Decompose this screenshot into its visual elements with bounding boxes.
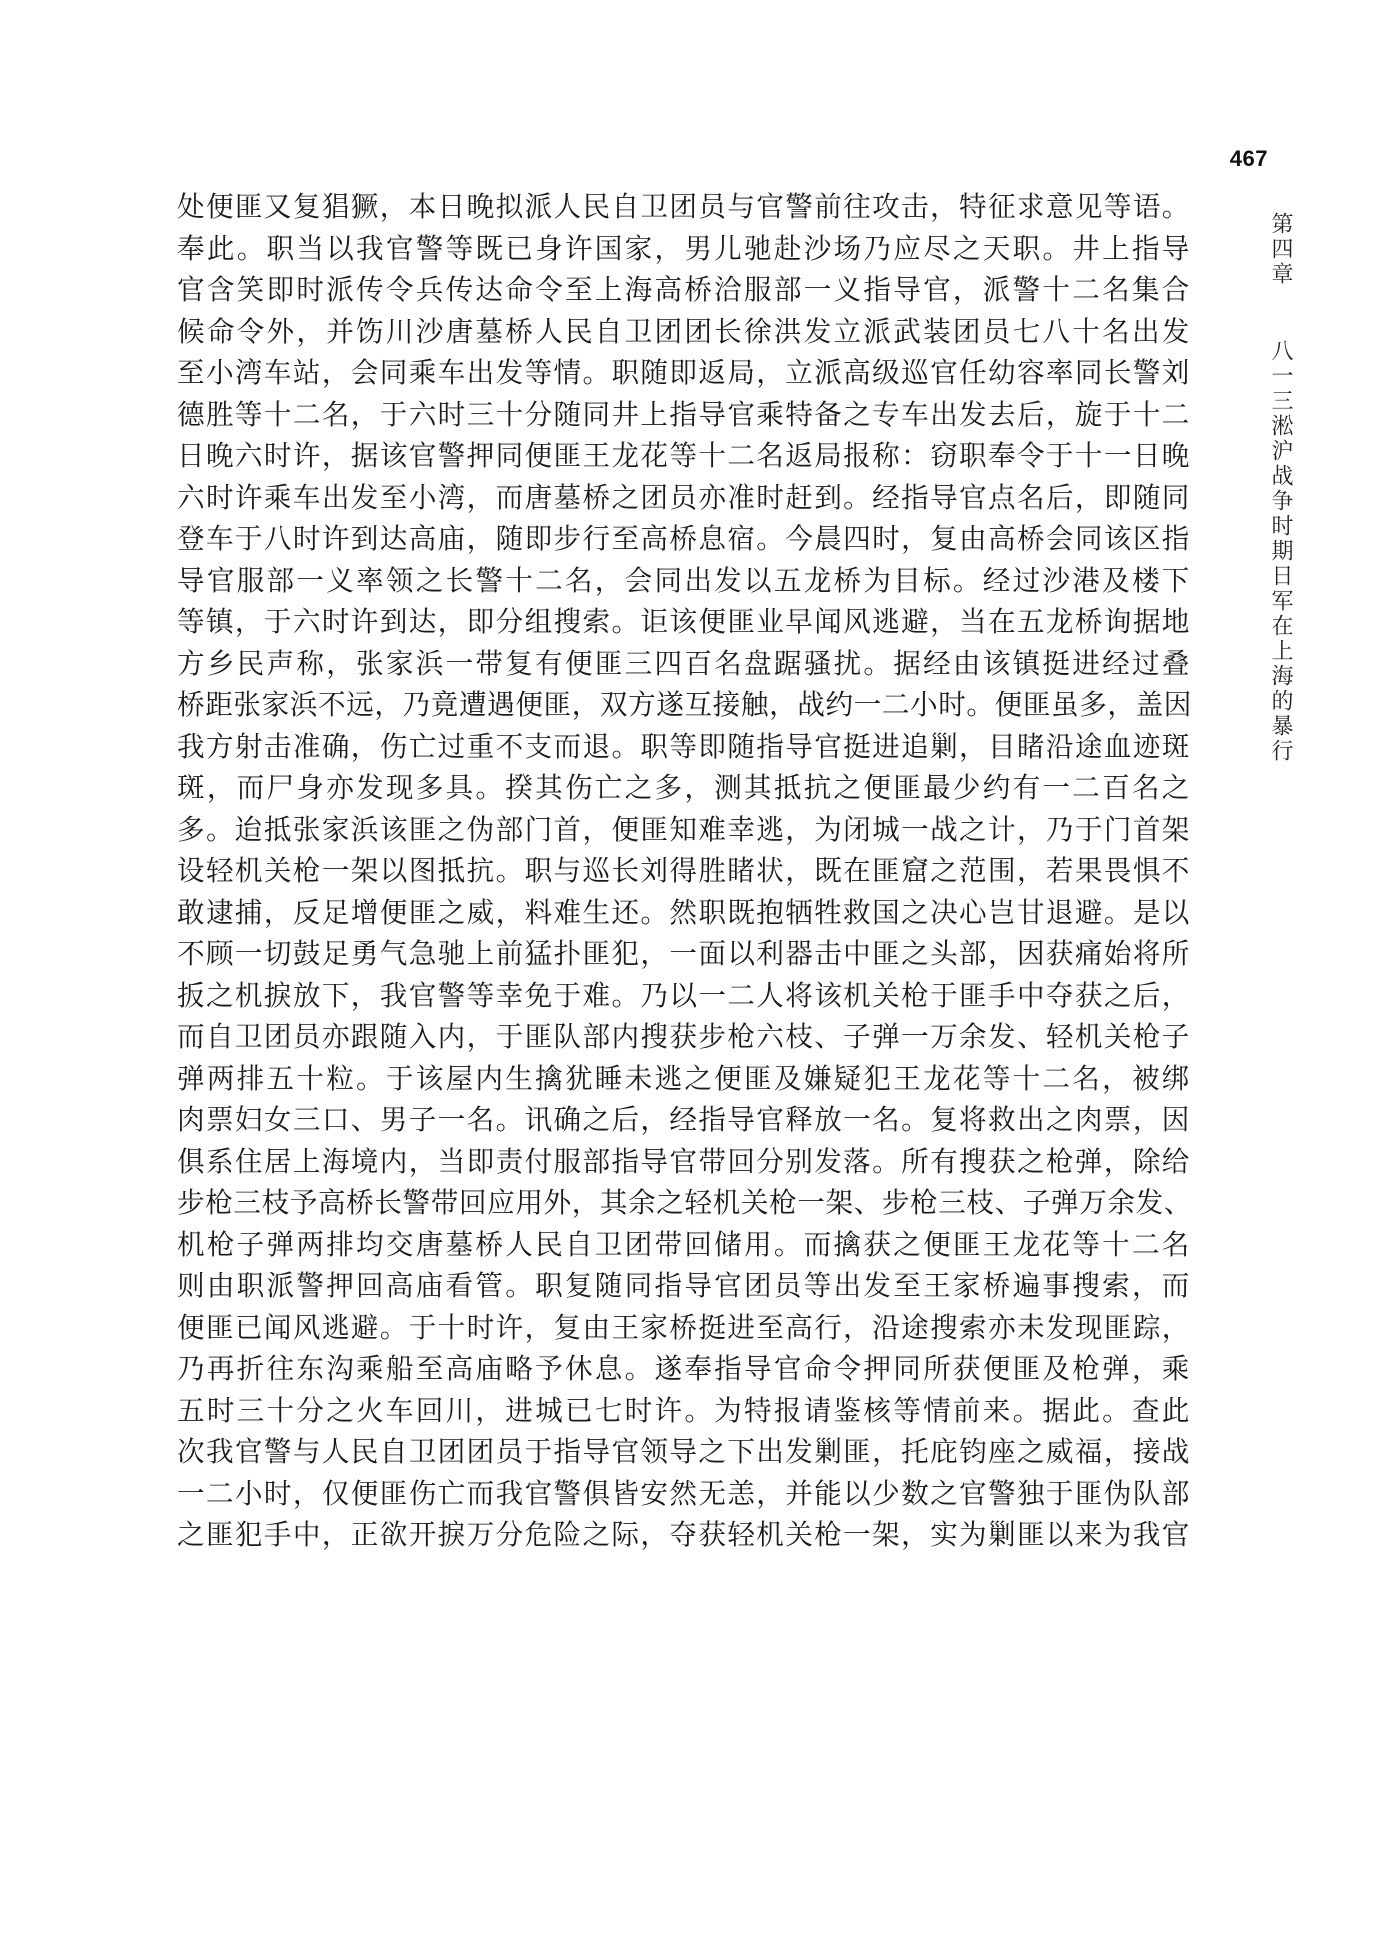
text-line: 处便匪又复猖獗，本日晚拟派人民自卫团员与官警前往攻击，特征求意见等语。: [177, 190, 1190, 223]
text-line: 扳之机捩放下，我官警等幸免于难。乃以一二人将该机关枪于匪手中夺获之后，: [177, 978, 1190, 1012]
text-line: 我方射击准确，伤亡过重不支而退。职等即随指导官挺进追剿，目睹沿途血迹斑: [177, 729, 1190, 763]
text-line: 导官服部一义率领之长警十二名，会同出发以五龙桥为目标。经过沙港及楼下: [177, 563, 1190, 597]
text-line: 德胜等十二名，于六时三十分随同井上指导官乘特备之专车出发去后，旋于十二: [177, 397, 1190, 431]
text-line: 而自卫团员亦跟随入内，于匪队部内搜获步枪六枝、子弹一万余发、轻机关枪子: [177, 1020, 1190, 1053]
text-line: 奉此。职当以我官警等既已身许国家，男儿驰赴沙场乃应尽之天职。井上指导: [177, 231, 1190, 265]
text-line: 桥距张家浜不远，乃竟遭遇便匪，双方遂互接触，战约一二小时。便匪虽多，盖因: [177, 688, 1192, 721]
text-line: 方乡民声称，张家浜一带复有便匪三四百名盘踞骚扰。据经由该镇挺进经过叠: [177, 646, 1190, 680]
text-line: 便匪已闻风逃避。于十时许，复由王家桥挺进至高行，沿途搜索亦未发现匪踪，: [177, 1310, 1190, 1344]
text-line: 步枪三枝予高桥长警带回应用外，其余之轻机关枪一架、步枪三枝、子弹万余发、: [177, 1186, 1192, 1219]
text-line: 不顾一切鼓足勇气急驰上前猛扑匪犯，一面以利器击中匪之头部，因获痛始将所: [177, 937, 1190, 970]
text-line: 五时三十分之火车回川，进城已七时许。为特报请鉴核等情前来。据此。查此: [177, 1393, 1190, 1427]
chapter-label: 第四章: [1268, 212, 1293, 287]
running-head: [1266, 212, 1296, 764]
text-line: 乃再折往东沟乘船至高庙略予休息。遂奉指导官命令押同所获便匪及枪弹，乘: [177, 1352, 1190, 1385]
text-line: 斑，而尸身亦发现多具。揆其伤亡之多，测其抵抗之便匪最少约有一二百名之: [177, 771, 1190, 804]
text-line: 六时许乘车出发至小湾，而唐墓桥之团员亦准时赶到。经指导官点名后，即随同: [177, 480, 1190, 514]
text-line: 至小湾车站，会同乘车出发等情。职随即返局，立派高级巡官任幼容率同长警刘: [177, 356, 1190, 389]
text-line: 之匪犯手中，正欲开捩万分危险之际，夺获轻机关枪一架，实为剿匪以来为我官: [177, 1518, 1190, 1551]
chapter-title: 八一三淞沪战争时期日军在上海的暴行: [1268, 339, 1293, 764]
text-line: 登车于八时许到达高庙，随即步行至高桥息宿。今晨四时，复由高桥会同该区指: [177, 522, 1190, 555]
text-line: 俱系住居上海境内，当即责付服部指导官带回分别发落。所有搜获之枪弹，除给: [177, 1144, 1190, 1178]
body-text: [177, 186, 1190, 1556]
text-line: 多。迨抵张家浜该匪之伪部门首，便匪知难幸逃，为闭城一战之计，乃于门首架: [177, 812, 1190, 846]
text-line: 候命令外，并饬川沙唐墓桥人民自卫团团长徐洪发立派武装团员七八十名出发: [177, 314, 1190, 348]
text-line: 则由职派警押回高庙看管。职复随同指导官团员等出发至王家桥遍事搜索，而: [177, 1269, 1190, 1302]
text-line: 等镇，于六时许到达，即分组搜索。讵该便匪业早闻风逃避，当在五龙桥询据地: [177, 605, 1190, 638]
text-line: 肉票妇女三口、男子一名。讯确之后，经指导官释放一名。复将救出之肉票，因: [177, 1103, 1190, 1136]
text-line: 设轻机关枪一架以图抵抗。职与巡长刘得胜睹状，既在匪窟之范围，若果畏惧不: [177, 854, 1190, 887]
text-line: 日晚六时许，据该官警押同便匪王龙花等十二名返局报称：窃职奉令于十一日晚: [177, 439, 1190, 472]
text-line: 一二小时，仅便匪伤亡而我官警俱皆安然无恙，并能以少数之官警独于匪伪队部: [177, 1476, 1190, 1510]
text-line: 敢逮捕，反足增便匪之威，料难生还。然职既抱牺牲救国之决心岂甘退避。是以: [177, 895, 1190, 929]
text-line: 机枪子弹两排均交唐墓桥人民自卫团带回储用。而擒获之便匪王龙花等十二名: [177, 1227, 1190, 1261]
text-line: 弹两排五十粒。于该屋内生擒犹睡未逃之便匪及嫌疑犯王龙花等十二名，被绑: [177, 1061, 1190, 1095]
text-line: 次我官警与人民自卫团团员于指导官领导之下出发剿匪，托庇钧座之威福，接战: [177, 1435, 1190, 1468]
text-line: 官含笑即时派传令兵传达命令至上海高桥洽服部一义指导官，派警十二名集合: [177, 273, 1190, 306]
page-number: 467: [1229, 146, 1268, 171]
